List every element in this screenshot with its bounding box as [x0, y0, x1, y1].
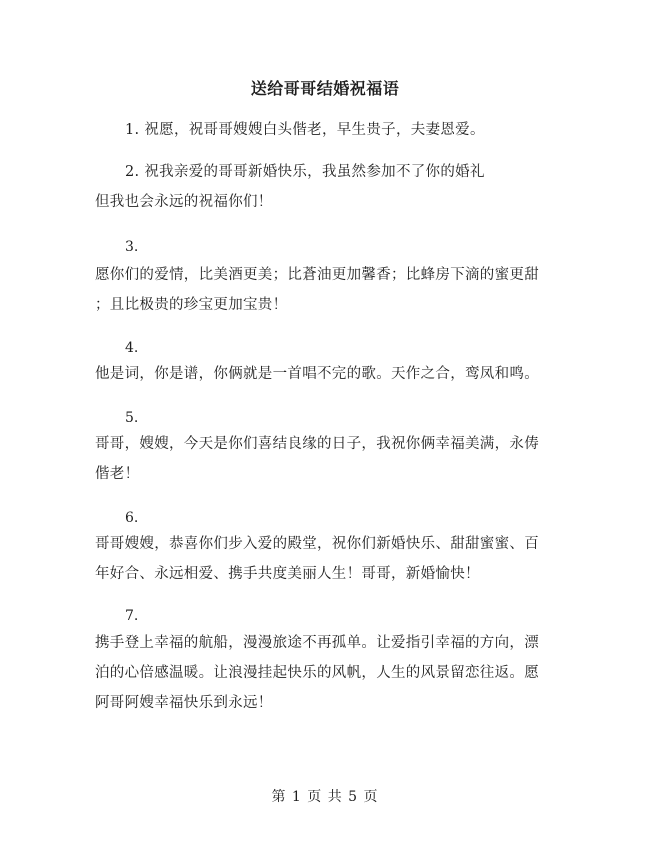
item-7-number: 7.: [125, 608, 139, 624]
item-7-line-1: 携手登上幸福的航船，漫漫旅途不再孤单。让爱指引幸福的方向，漂: [95, 635, 539, 651]
item-2-line-1: 2. 祝我亲爱的哥哥新婚快乐，我虽然参加不了你的婚礼: [125, 164, 485, 180]
item-3-line-2: ；且比极贵的珍宝更加宝贵！: [95, 297, 288, 313]
item-5-number: 5.: [125, 410, 139, 426]
item-7-line-2: 泊的心倍感温暖。让浪漫挂起快乐的风帆，人生的风景留恋往返。愿: [95, 665, 539, 681]
page-footer: 第 1 页 共 5 页: [271, 789, 379, 805]
item-1-line-1: 1. 祝愿，祝哥哥嫂嫂白头偕老，早生贵子，夫妻恩爱。: [125, 122, 485, 138]
item-4-line-1: 他是词，你是谱，你俩就是一首唱不完的歌。天作之合，鸾凤和鸣。: [95, 366, 539, 382]
item-7-line-3: 阿哥阿嫂幸福快乐到永远！: [95, 695, 273, 711]
document-title: 送给哥哥结婚祝福语: [250, 79, 400, 98]
item-6-number: 6.: [125, 510, 139, 526]
item-3-number: 3.: [125, 239, 139, 255]
item-3-line-1: 愿你们的爱情，比美酒更美；比蒼油更加馨香；比蜂房下滴的蜜更甜: [95, 267, 539, 283]
item-6-line-1: 哥哥嫂嫂，恭喜你们步入爱的殿堂，祝你们新婚快乐、甜甜蜜蜜、百: [95, 536, 539, 552]
item-6-line-2: 年好合、永远相爱、携手共度美丽人生！哥哥，新婚愉快！: [95, 566, 480, 582]
item-2-line-2: 但我也会永远的祝福你们！: [95, 194, 273, 210]
item-5-line-1: 哥哥，嫂嫂，今天是你们喜结良缘的日子，我祝你俩幸福美满，永俦: [95, 436, 539, 452]
item-4-number: 4.: [125, 340, 139, 356]
item-5-line-2: 偕老！: [95, 466, 140, 482]
